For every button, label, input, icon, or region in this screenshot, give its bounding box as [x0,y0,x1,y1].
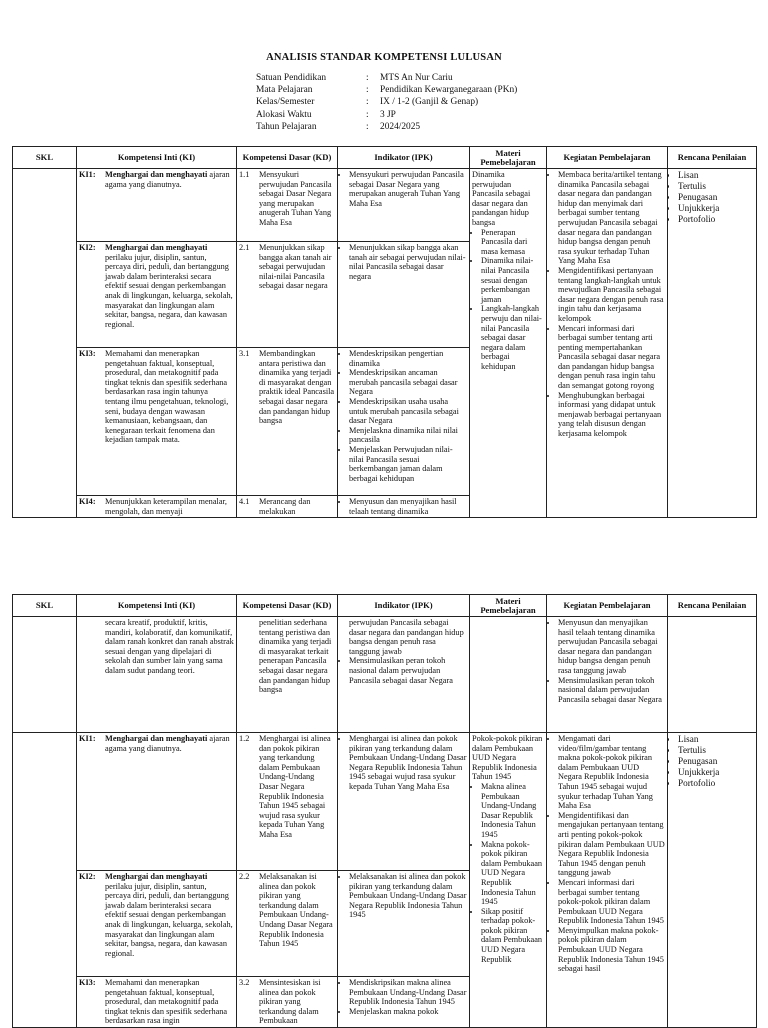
header-rencana: Rencana Penilaian [668,595,757,617]
kegiatan-item: • Mensimulasikan peran tokoh nasional dalam perwujudan Pancasila sebagai dasar Negara [558,676,665,705]
materi-intro: Pokok-pokok pikiran dalam Pembukaan UUD Negara Republik Indonesia Tahun 1945 [472,734,543,782]
ipk-cell [338,733,470,871]
skl-cell [13,733,77,1028]
ipk-item: • Menunjukkan sikap bangga akan tanah air sebagai perwujudan nilai-nilai Pancasila sebagai dasar negara [349,243,467,281]
kd-text: penelitian sederhana tentang peristiwa dan dinamika yang terjadi di masyarakat terkait penerapan Pancasila sebagai dasar negara dan pandangan hidup bangsa [259,618,332,695]
meta-row [256,121,517,133]
kd-code: 1.1 [239,170,250,179]
table-row [13,617,757,733]
header-kd: Kompetensi Dasar (KD) [237,595,338,617]
meta-label: Kelas/Semester [256,97,315,108]
kd-text: Menunjukkan sikap bangga akan tanah air sebagai perwujudan nilai-nilai Pancasila sebagai dasar negara [259,243,332,291]
ipk-item: • Mendeskripsikan ancaman merubah pancasila sebagai dasar Negara [349,368,467,397]
document-page-2 [0,592,768,1024]
ipk-cell [338,348,470,496]
meta-row [256,96,517,108]
table-row [13,733,757,871]
skl-table [12,594,757,1028]
materi-item: • Langkah-langkah perwuju dan nilai-nilai Pancasila sebagai dasar negara dalam berbagai kehidupan [481,304,544,371]
meta-value: 2024/2025 [380,121,421,132]
rencana-item: • Penugasan [678,756,754,767]
table-header-row [13,147,757,169]
ipk-item: • Mendeskripsikan usaha usaha untuk merubah pancasila sebagai dasar Negara [349,397,467,426]
meta-label: Satuan Pendidikan [256,73,327,83]
ipk-item: • Mensyukuri perwujudan Pancasila sebagai Dasar Negara yang merupakan anugerah Tuhan Yang Maha Esa [349,170,467,208]
materi-item: • Makna alinea Pembukaan Undang-Undang Dasar Republik Indonesia Tahun 1945 [481,782,544,840]
materi-item: • Sikap positif terhadap pokok-pokok pikiran dalam Pembukaan UUD Negara Republik [481,907,544,965]
ki-text: perilaku jujur, disiplin, santun, percaya diri, peduli, dan bertanggung jawab dalam berinteraksi secara efektif sesuai dengan perkembangan anak di lingkungan, keluarga, sekolah, masyarakat dan lingkungan alam sekitar, bangsa, negara, dan kawasan regional. [105,252,233,329]
meta-label: Mata Pelajaran [256,85,313,96]
rencana-item: • Portofolio [678,214,754,225]
document-title: ANALISIS STANDAR KOMPETENSI LULUSAN [266,52,502,63]
ki-code: KI2: [79,872,96,881]
kd-cell [237,496,338,518]
ipk-cell [338,169,470,242]
ki-cell [77,871,237,977]
ki-title: Menghargai dan menghayati [105,872,208,881]
rencana-item: • Lisan [678,734,754,745]
kd-cell [237,871,338,977]
header-ki: Kompetensi Inti (KI) [77,595,237,617]
meta-label: Alokasi Waktu [256,109,312,120]
header-rencana: Rencana Penilaian [668,147,757,169]
meta-value: 3 JP [380,109,396,120]
kd-code: 3.1 [239,349,250,358]
kd-cell [237,977,338,1028]
meta-sep: : [366,97,369,108]
kegiatan-item: • Mengamati dari video/film/gambar tentang makna pokok-pokok pikiran dalam Pembukaan UUD Negara Republik Indonesia Tahun 1945 sebagai wujud syukur terhadap Tuhan Yang Maha Esa [558,734,665,811]
materi-item: • Makna pokok-pokok pikiran dalam Pembukaan UUD Negara Republik Indonesia Tahun 1945 [481,840,544,907]
kd-code: 3.2 [239,978,250,987]
ki-code: KI4: [79,497,96,506]
meta-sep: : [366,109,369,120]
ipk-item: • Menjelaskna dinamika nilai nilai pancasila [349,426,467,445]
ipk-item: • Menyusun dan menyajikan hasil telaah tentang dinamika [349,497,467,516]
ipk-cell [338,617,470,733]
materi-cell [470,169,547,518]
rencana-item: • Unjukkerja [678,767,754,778]
kd-text: Merancang dan melakukan [259,497,311,516]
ki-cell [77,242,237,348]
kd-code-spacer [239,618,259,695]
ki-code: KI1: [79,170,96,179]
ipk-item: perwujudan Pancasila sebagai dasar negara dan pandangan hidup bangsa dengan penuh rasa tanggung jawab [349,618,464,656]
meta-sep: : [366,121,369,132]
skl-cell [13,617,77,733]
ki-text: ajaran agama yang dianutnya. [105,170,230,189]
kd-text: Melaksanakan isi alinea dan pokok pikiran yang terkandung dalam Pembukaan Undang-Undang Dasar Negara Republik Indonesia Tahun 1945 [259,872,333,949]
ki-cell [77,496,237,518]
rencana-item: • Tertulis [678,745,754,756]
kd-cell [237,169,338,242]
meta-sep: : [366,85,369,96]
ki-text: Memahami dan menerapkan pengetahuan faktual, konseptual, prosedural, dan metakognitif pada tingkat teknis dan spesifik sederhana berdasarkan rasa ingin [105,978,228,1026]
ki-text: secara kreatif, produktif, kritis, mandiri, kolaboratif, dan komunikatif, dalam ranah konkret dan ranah abstrak sesuai dengan yang dipelajari di sekolah dan sumber lain yang sama dalam sudut pandang teori. [105,618,234,675]
ipk-item: • Menjelaskan Perwujudan nilai-nilai Pancasila sesuai berkembangan jaman dalam berbagai kehidupan [349,445,467,483]
ipk-item: • Menghargai isi alinea dan pokok pikiran yang terkandung dalam Pembukaan Undang-Undang Dasar Negara Republik Indonesia Tahun 1945 sebagai wujud rasa syukur kepada Tuhan Yang Maha Esa [349,734,467,792]
header-skl: SKL [13,595,77,617]
ki-cell [77,348,237,496]
ki-cell [77,617,237,733]
rencana-item: • Tertulis [678,181,754,192]
kd-text: Membandingkan antara peristiwa dan dinamika yang terjadi di masyarakat dengan praktik ideal Pancasila sebagai dasar negara dan pandangan hidup bangsa [259,349,335,426]
header-kegiatan: Kegiatan Pembelajaran [547,147,668,169]
materi-cell [470,733,547,1028]
kd-text: Menghargai isi alinea dan pokok pikiran yang terkandung dalam Pembukaan Undang-Undang Dasar Negara Republik Indonesia Tahun 1945 sebagai wujud rasa syukur kepada Tuhan Yang Maha Esa [259,734,331,839]
kd-text: Mensyukuri perwujudan Pancasila sebagai Dasar Negara yang merupakan anugerah Tuhan Yang Maha Esa [259,170,332,227]
header-skl: SKL [13,147,77,169]
kegiatan-item: • Membaca berita/artikel tentang dinamika Pancasila sebagai dasar negara dan pandangan hidup dan menyimak dari berbagai sumber tentang perwujudan Pancasila sebagai dasar negara dan pandangan hidup bangsa dengan penuh rasa syukur terhadap Tuhan Yang Maha Esa [558,170,665,266]
kegiatan-cell [547,733,668,1028]
ipk-cell [338,242,470,348]
ki-cell [77,169,237,242]
ki-code: KI3: [79,978,96,987]
header-ipk: Indikator (IPK) [338,147,470,169]
kegiatan-item: • Mencari informasi dari berbagai sumber tentang pokok-pokok pikiran dalam Pembukaan UUD Negara Republik Indonesia Tahun 1945 [558,878,665,926]
ki-title: Menghargai dan menghayati [105,243,208,252]
ki-cell [77,733,237,871]
ki-text: ajaran agama yang dianutnya. [105,734,230,753]
materi-intro: Dinamika perwujudan Pancasila sebagai dasar negara dan pandangan hidup bangsa [472,170,531,227]
header-kd: Kompetensi Dasar (KD) [237,147,338,169]
rencana-cell [668,169,757,518]
rencana-item: • Portofolio [678,778,754,789]
ipk-item: • Melaksanakan isi alinea dan pokok pikiran yang terkandung dalam Pembukaan Undang-Undang Dasar Negara Republik Indonesia Tahun 1945 [349,872,467,920]
header-materi: Materi Pemebelajaran [470,147,547,169]
ipk-item: • Mensimulasikan peran tokoh nasional dalam perwujudan Pancasila sebagai dasar Negara [349,656,467,685]
meta-sep: : [366,73,369,83]
kegiatan-item: • Mengidentifikasi dan mengajukan pertanyaan tentang arti penting pokok-pokok pikiran dalam Pembukaan UUD Negara Republik Indonesia Tahun 1945 dengan penuh tanggung jawab [558,811,665,878]
kegiatan-item: • Mencari informasi dari berbagai sumber tentang arti penting mempertahankan Pancasila sebagai dasar negara dan pandangan hidup bangsa dengan penuh rasa ingin tahu dan semangat gotong royong [558,324,665,391]
document-meta [256,72,517,133]
rencana-item: • Unjukkerja [678,203,754,214]
header-kegiatan: Kegiatan Pembelajaran [547,595,668,617]
kegiatan-cell [547,617,668,733]
rencana-item: • Penugasan [678,192,754,203]
ki-code: KI2: [79,243,96,252]
materi-item: • Penerapan Pancasila dari masa kemasa [481,228,544,257]
page-gap [0,530,768,592]
table-header-row [13,595,757,617]
ipk-cell [338,496,470,518]
meta-row [256,72,517,84]
materi-cell [470,617,547,733]
header-ki: Kompetensi Inti (KI) [77,147,237,169]
meta-row [256,84,517,96]
materi-item: • Dinamika nilai-nilai Pancasila sesuai dengan perkembangan jaman [481,256,544,304]
kegiatan-item: • Menyusun dan menyajikan hasil telaah tentang dinamika perwujudan Pancasila sebagai dasar negara dan pandangan hidup bangsa dengan penuh rasa tanggung jawab [558,618,665,676]
ki-code: KI1: [79,734,96,743]
ki-title: Menghargai dan menghayati [105,734,208,743]
kd-cell [237,733,338,871]
kegiatan-item: • Mengidentifikasi pertanyaan tentang langkah-langkah untuk mewujudkan Pancasila sebagai dasar negara dengan penuh rasa ingin tahu dan kerjasama kelompok [558,266,665,324]
ki-code: KI3: [79,349,96,358]
kegiatan-item: • Menyimpulkan makna pokok-pokok pikiran dalam Pembukaan UUD Negara Republik Indonesia Tahun 1945 sebagai hasil [558,926,665,974]
kd-code: 2.1 [239,243,250,252]
ki-text: Memahami dan menerapkan pengetahuan faktual, konseptual, prosedural, dan metakognitif pada tingkat teknis dan spesifik sederhana berdasarkan rasa ingin tahunya tentang ilmu pengetahuan, teknologi, seni, budaya dengan wawasan kemanusiaan, kebangsaan, dan kenegaraan terkait fenomena dan kejadian tampak mata. [105,349,229,445]
meta-label: Tahun Pelajaran [256,121,317,132]
meta-value: Pendidikan Kewarganegaraan (PKn) [380,85,518,96]
ki-text: perilaku jujur, disiplin, santun, percaya diri, peduli, dan bertanggung jawab dalam berinteraksi secara efektif sesuai dengan perkembangan anak di lingkungan, keluarga, sekolah, masyarakat dan lingkungan alam sekitar, bangsa, negara, dan kawasan regional. [105,881,233,958]
skl-cell [13,169,77,518]
kegiatan-cell [547,169,668,518]
ki-text: Menunjukkan keterampilan menalar, mengolah, dan menyaji [105,497,228,516]
meta-value: MTS An Nur Cariu [380,73,453,83]
rencana-item: • Lisan [678,170,754,181]
ipk-item: • Mendeskripsikan pengertian dinamika [349,349,467,368]
ki-title: Menghargai dan menghayati [105,170,208,179]
kd-code: 4.1 [239,497,250,506]
table-row [13,169,757,242]
kd-code: 1.2 [239,734,250,743]
kd-code: 2.2 [239,872,250,881]
ipk-cell [338,871,470,977]
meta-row [256,109,517,121]
ipk-cell [338,977,470,1028]
ki-cell [77,977,237,1028]
header-ipk: Indikator (IPK) [338,595,470,617]
kd-cell [237,617,338,733]
meta-value: IX / 1-2 (Ganjil & Genap) [380,97,479,108]
kd-cell [237,242,338,348]
rencana-cell [668,733,757,1028]
kd-cell [237,348,338,496]
kegiatan-item: • Menghubungkan berbagai informasi yang didapat untuk menjawab berbagai pertanyaan yang telah disusun dengan kerjasama kelompok [558,391,665,439]
rencana-cell [668,617,757,733]
ipk-item: • Menjelaskan makna pokok [349,1007,467,1017]
header-materi: Materi Pemebelajaran [470,595,547,617]
ipk-item: • Mendiskripsikan makna alinea Pembukaan Undang-Undang Dasar Republik Indonesia Tahun 1945 [349,978,467,1007]
kd-text: Mensintesiskan isi alinea dan pokok pikiran yang terkandung dalam Pembukaan [259,978,321,1026]
skl-table [12,146,757,518]
ki-code-spacer [79,618,105,676]
